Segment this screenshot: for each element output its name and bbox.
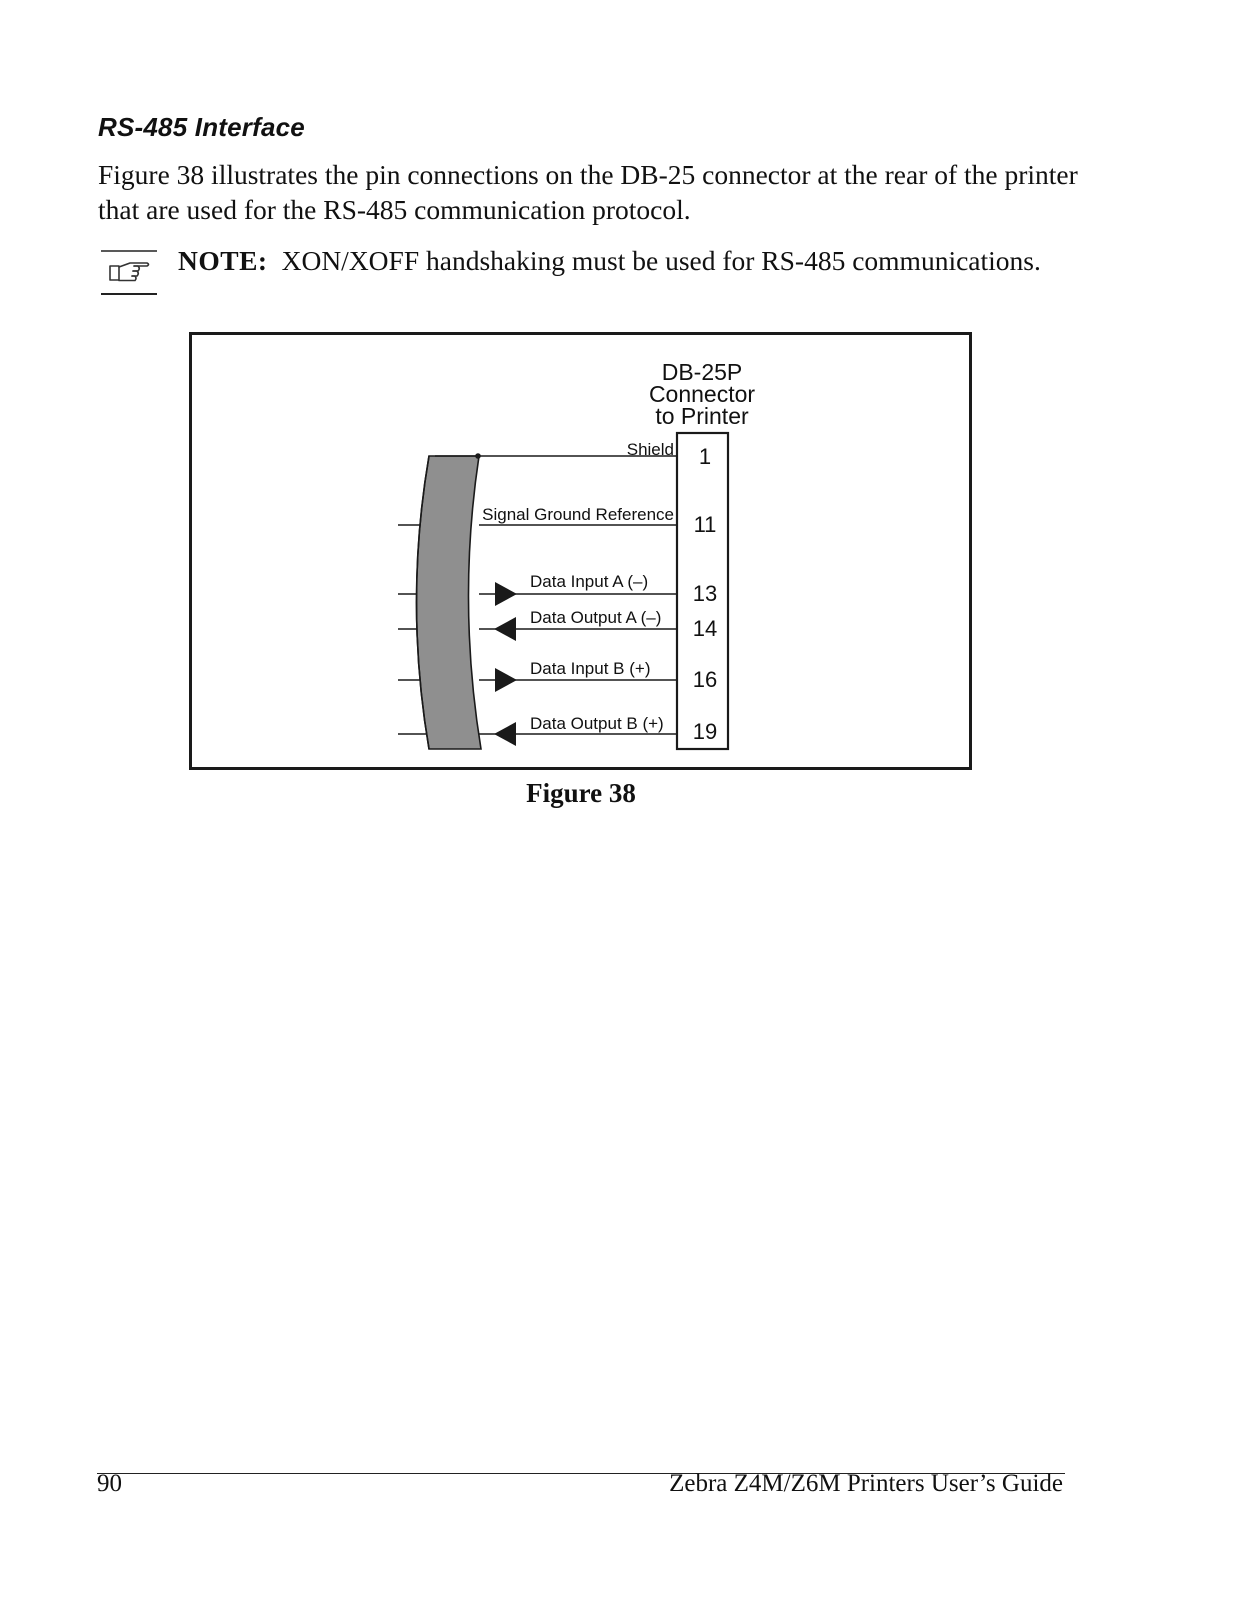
label-signal-ground: Signal Ground Reference <box>482 505 674 524</box>
pin-13: 13 <box>692 581 718 606</box>
pin-11: 11 <box>693 512 717 537</box>
body-paragraph: Figure 38 illustrates the pin connections on the DB-25 connector at the rear of the printer that are used for the RS-485 communication protocol. <box>98 159 1078 225</box>
note-callout <box>100 244 1140 300</box>
section-heading: RS-485 Interface <box>98 112 305 142</box>
label-data-input-a: Data Input A (–) <box>530 572 649 591</box>
label-shield: Shield <box>626 440 674 459</box>
connector-title-line-3: to Printer <box>655 403 749 429</box>
pin-1: 1 <box>698 444 712 469</box>
note-label: NOTE: <box>178 245 268 276</box>
pin-14: 14 <box>692 616 718 641</box>
connector-title-line-2: Connector <box>648 381 756 407</box>
pointing-hand-icon <box>100 250 158 296</box>
guide-title: Zebra Z4M/Z6M Printers User’s Guide <box>669 1470 1063 1497</box>
label-data-input-b: Data Input B (+) <box>530 659 651 678</box>
label-data-output-b: Data Output B (+) <box>530 714 664 733</box>
connector-title-line-1: DB-25P <box>661 359 743 385</box>
rs485-pinout-diagram <box>189 332 972 770</box>
label-data-output-a: Data Output A (–) <box>530 608 662 627</box>
pin-19: 19 <box>692 719 718 744</box>
figure-caption: Figure 38 <box>526 778 636 808</box>
note-text: XON/XOFF handshaking must be used for RS-485 communications. <box>281 245 1041 276</box>
figure-border <box>191 334 971 769</box>
page-number: 90 <box>97 1470 122 1497</box>
pin-16: 16 <box>692 667 718 692</box>
